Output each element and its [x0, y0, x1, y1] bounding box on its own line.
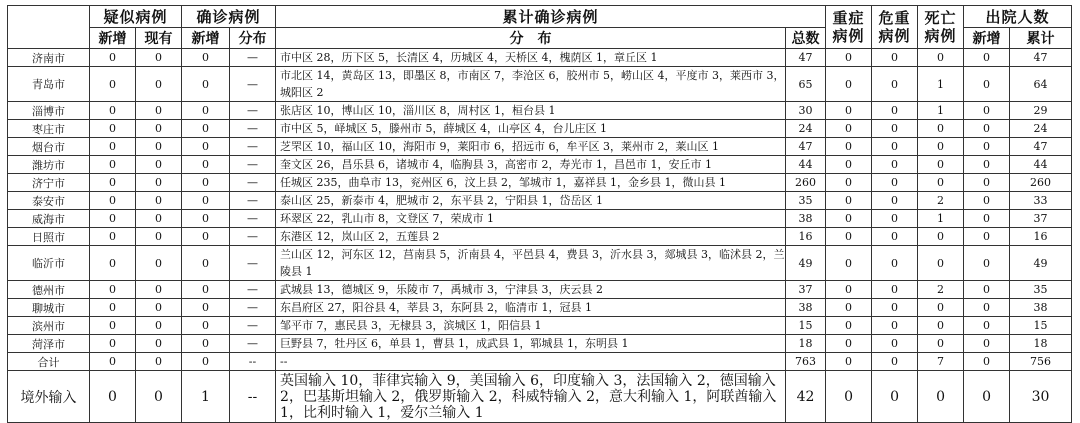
- cell-city: 烟台市: [8, 138, 90, 156]
- cell-dist: 市中区 5，峄城区 5，滕州市 5，薛城区 4，山亭区 4，台儿庄区 1: [276, 120, 786, 138]
- cell-c-new: 0: [182, 299, 230, 317]
- cell-city: 德州市: [8, 281, 90, 299]
- cell-d-cum: 35: [1010, 281, 1072, 299]
- subheader-suspected-current: 现有: [136, 28, 182, 49]
- cell-c-new: 1: [182, 371, 230, 423]
- cell-death: 0: [918, 299, 964, 317]
- cell-city: 临沂市: [8, 246, 90, 281]
- cell-dist: 武城县 13，德城区 9，乐陵市 7，禹城市 3，宁津县 3，庆云县 2: [276, 281, 786, 299]
- cell-city: 滨州市: [8, 317, 90, 335]
- cell-c-new: 0: [182, 102, 230, 120]
- cell-c-dist: —: [230, 138, 276, 156]
- cell-dist: 市中区 28，历下区 5，长清区 4，历城区 4，天桥区 4，槐荫区 1，章丘区 1: [276, 49, 786, 67]
- cell-critical: 0: [872, 49, 918, 67]
- subheader-confirmed-distribution: 分布: [230, 28, 276, 49]
- cell-city: 境外输入: [8, 371, 90, 423]
- cell-death: 0: [918, 138, 964, 156]
- cell-dist: 兰山区 12，河东区 12，莒南县 5，沂南县 4，平邑县 4，费县 3，沂水县 3，郯城县 3，临沭县 2，兰陵县 1: [276, 246, 786, 281]
- cell-severe: 0: [826, 371, 872, 423]
- cell-d-cum: 18: [1010, 335, 1072, 353]
- header-confirmed: 确诊病例: [182, 6, 276, 28]
- cell-city: 济宁市: [8, 174, 90, 192]
- cell-city: 合计: [8, 353, 90, 371]
- cell-city: 青岛市: [8, 67, 90, 102]
- cell-total: 47: [786, 49, 826, 67]
- cell-death: 0: [918, 174, 964, 192]
- cell-dist: 泰山区 25，新泰市 4，肥城市 2，东平县 2，宁阳县 1，岱岳区 1: [276, 192, 786, 210]
- cell-city: 潍坊市: [8, 156, 90, 174]
- subheader-total: 总数: [786, 28, 826, 49]
- cell-critical: 0: [872, 192, 918, 210]
- cell-dist: 英国输入 10，菲律宾输入 9，美国输入 6，印度输入 3，法国输入 2，德国输入 2，巴基斯坦输入 2，俄罗斯输入 2，科威特输入 2，意大利输入 1，阿联酋输入 1，比利时输入 1，爱尔兰输入 1: [276, 371, 786, 423]
- corner-cell: [8, 6, 90, 49]
- cell-s-cur: 0: [136, 246, 182, 281]
- cell-c-dist: —: [230, 120, 276, 138]
- cell-city: 日照市: [8, 228, 90, 246]
- cell-c-dist: --: [230, 371, 276, 423]
- cell-d-cum: 24: [1010, 120, 1072, 138]
- cell-dist: 东港区 12，岚山区 2，五莲县 2: [276, 228, 786, 246]
- cell-severe: 0: [826, 120, 872, 138]
- cell-c-dist: —: [230, 156, 276, 174]
- cell-severe: 0: [826, 335, 872, 353]
- cell-dist: 奎文区 26，昌乐县 6，诸城市 4，临朐县 3，高密市 2，寿光市 1，昌邑市 1，安丘市 1: [276, 156, 786, 174]
- cell-total: 49: [786, 246, 826, 281]
- cell-s-cur: 0: [136, 371, 182, 423]
- cell-total: 38: [786, 210, 826, 228]
- cell-critical: 0: [872, 102, 918, 120]
- cell-d-new: 0: [964, 174, 1010, 192]
- cell-total: 16: [786, 228, 826, 246]
- cell-s-new: 0: [90, 102, 136, 120]
- cell-c-dist: —: [230, 317, 276, 335]
- cell-severe: 0: [826, 246, 872, 281]
- table-row: [8, 228, 1072, 246]
- table-row: [8, 192, 1072, 210]
- cell-d-cum: 30: [1010, 371, 1072, 423]
- cell-critical: 0: [872, 299, 918, 317]
- subheader-cumulative-distribution: 分 布: [276, 28, 786, 49]
- header-severe: 重症病例: [826, 6, 872, 49]
- cell-c-dist: —: [230, 174, 276, 192]
- cell-death: 1: [918, 210, 964, 228]
- cell-death: 2: [918, 281, 964, 299]
- header-death: 死亡病例: [918, 6, 964, 49]
- cell-s-cur: 0: [136, 281, 182, 299]
- cell-c-new: 0: [182, 317, 230, 335]
- cell-city: 济南市: [8, 49, 90, 67]
- cell-s-cur: 0: [136, 138, 182, 156]
- cell-c-dist: —: [230, 67, 276, 102]
- cell-dist: 东昌府区 27，阳谷县 4，莘县 3，东阿县 2，临清市 1，冠县 1: [276, 299, 786, 317]
- cell-s-new: 0: [90, 299, 136, 317]
- cell-d-new: 0: [964, 317, 1010, 335]
- cell-total: 30: [786, 102, 826, 120]
- header-suspected: 疑似病例: [90, 6, 182, 28]
- cell-d-new: 0: [964, 281, 1010, 299]
- cell-critical: 0: [872, 246, 918, 281]
- header-critical: 危重病例: [872, 6, 918, 49]
- cell-critical: 0: [872, 174, 918, 192]
- cell-c-new: 0: [182, 67, 230, 102]
- cell-severe: 0: [826, 299, 872, 317]
- cell-severe: 0: [826, 192, 872, 210]
- cell-s-new: 0: [90, 228, 136, 246]
- cell-total: 35: [786, 192, 826, 210]
- cell-s-new: 0: [90, 281, 136, 299]
- cell-dist: 张店区 10，博山区 10，淄川区 8，周村区 1，桓台县 1: [276, 102, 786, 120]
- table-row: [8, 138, 1072, 156]
- cell-city: 菏泽市: [8, 335, 90, 353]
- cell-s-new: 0: [90, 67, 136, 102]
- cell-d-cum: 49: [1010, 246, 1072, 281]
- cell-d-new: 0: [964, 49, 1010, 67]
- cell-critical: 0: [872, 120, 918, 138]
- cell-dist: 任城区 235，曲阜市 13，兖州区 6，汶上县 2，邹城市 1，嘉祥县 1，金乡县 1，微山县 1: [276, 174, 786, 192]
- cell-s-cur: 0: [136, 49, 182, 67]
- covid-stats-table: [7, 5, 1072, 423]
- cell-s-cur: 0: [136, 156, 182, 174]
- cell-s-cur: 0: [136, 192, 182, 210]
- cell-c-dist: —: [230, 299, 276, 317]
- cell-s-cur: 0: [136, 67, 182, 102]
- cell-death: 0: [918, 49, 964, 67]
- cell-death: 0: [918, 371, 964, 423]
- cell-c-dist: —: [230, 335, 276, 353]
- cell-d-cum: 260: [1010, 174, 1072, 192]
- cell-total: 37: [786, 281, 826, 299]
- table-row: [8, 67, 1072, 102]
- cell-total: 24: [786, 120, 826, 138]
- cell-d-cum: 16: [1010, 228, 1072, 246]
- cell-c-new: 0: [182, 138, 230, 156]
- cell-total: 260: [786, 174, 826, 192]
- cell-c-new: 0: [182, 281, 230, 299]
- cell-s-cur: 0: [136, 228, 182, 246]
- cell-d-cum: 37: [1010, 210, 1072, 228]
- cell-s-new: 0: [90, 335, 136, 353]
- cell-critical: 0: [872, 281, 918, 299]
- cell-d-new: 0: [964, 156, 1010, 174]
- cell-c-dist: —: [230, 192, 276, 210]
- cell-total: 42: [786, 371, 826, 423]
- cell-city: 威海市: [8, 210, 90, 228]
- header-cumulative: 累计确诊病例: [276, 6, 826, 28]
- cell-severe: 0: [826, 102, 872, 120]
- cell-death: 0: [918, 228, 964, 246]
- table-row: [8, 281, 1072, 299]
- cell-death: 0: [918, 335, 964, 353]
- cell-d-cum: 15: [1010, 317, 1072, 335]
- cell-death: 2: [918, 192, 964, 210]
- cell-dist: --: [276, 353, 786, 371]
- cell-severe: 0: [826, 67, 872, 102]
- cell-dist: 市北区 14，黄岛区 13，即墨区 8，市南区 7，李沧区 6，胶州市 5，崂山区 4，平度市 3，莱西市 3，城阳区 2: [276, 67, 786, 102]
- cell-dist: 芝罘区 10，福山区 10，海阳市 9，莱阳市 6，招远市 6，牟平区 3，莱州市 2，莱山区 1: [276, 138, 786, 156]
- cell-c-new: 0: [182, 335, 230, 353]
- cell-death: 7: [918, 353, 964, 371]
- cell-d-new: 0: [964, 353, 1010, 371]
- cell-severe: 0: [826, 174, 872, 192]
- subheader-suspected-new: 新增: [90, 28, 136, 49]
- cell-d-new: 0: [964, 228, 1010, 246]
- cell-d-cum: 44: [1010, 156, 1072, 174]
- table-body: [8, 49, 1072, 423]
- cell-critical: 0: [872, 317, 918, 335]
- cell-critical: 0: [872, 335, 918, 353]
- cell-s-cur: 0: [136, 335, 182, 353]
- cell-s-new: 0: [90, 246, 136, 281]
- cell-s-new: 0: [90, 371, 136, 423]
- cell-dist: 巨野县 7，牡丹区 6，单县 1，曹县 1，成武县 1，郓城县 1，东明县 1: [276, 335, 786, 353]
- cell-critical: 0: [872, 228, 918, 246]
- cell-d-cum: 38: [1010, 299, 1072, 317]
- cell-city: 泰安市: [8, 192, 90, 210]
- subheader-discharged-cumulative: 累计: [1010, 28, 1072, 49]
- cell-critical: 0: [872, 210, 918, 228]
- cell-s-cur: 0: [136, 299, 182, 317]
- cell-s-cur: 0: [136, 174, 182, 192]
- cell-severe: 0: [826, 156, 872, 174]
- cell-severe: 0: [826, 281, 872, 299]
- subheader-discharged-new: 新增: [964, 28, 1010, 49]
- cell-s-cur: 0: [136, 102, 182, 120]
- table-row: [8, 246, 1072, 281]
- cell-c-dist: —: [230, 102, 276, 120]
- cell-d-new: 0: [964, 192, 1010, 210]
- table-row: [8, 174, 1072, 192]
- cell-c-new: 0: [182, 210, 230, 228]
- cell-d-new: 0: [964, 246, 1010, 281]
- table-row: [8, 156, 1072, 174]
- cell-d-new: 0: [964, 138, 1010, 156]
- header-discharged: 出院人数: [964, 6, 1072, 28]
- cell-c-dist: —: [230, 281, 276, 299]
- cell-severe: 0: [826, 49, 872, 67]
- cell-d-cum: 64: [1010, 67, 1072, 102]
- cell-critical: 0: [872, 156, 918, 174]
- cell-d-cum: 47: [1010, 138, 1072, 156]
- cell-c-dist: —: [230, 210, 276, 228]
- cell-c-new: 0: [182, 156, 230, 174]
- cell-c-dist: —: [230, 49, 276, 67]
- cell-s-new: 0: [90, 192, 136, 210]
- cell-s-cur: 0: [136, 210, 182, 228]
- covid-stats-table-wrapper: [7, 5, 1072, 423]
- cell-severe: 0: [826, 138, 872, 156]
- cell-c-new: 0: [182, 246, 230, 281]
- cell-s-cur: 0: [136, 120, 182, 138]
- cell-city: 枣庄市: [8, 120, 90, 138]
- cell-severe: 0: [826, 317, 872, 335]
- cell-s-cur: 0: [136, 317, 182, 335]
- cell-total: 44: [786, 156, 826, 174]
- cell-severe: 0: [826, 353, 872, 371]
- cell-d-new: 0: [964, 299, 1010, 317]
- cell-c-dist: --: [230, 353, 276, 371]
- cell-total: 763: [786, 353, 826, 371]
- cell-death: 0: [918, 120, 964, 138]
- cell-s-new: 0: [90, 49, 136, 67]
- table-row: [8, 299, 1072, 317]
- cell-d-new: 0: [964, 102, 1010, 120]
- table-row: [8, 49, 1072, 67]
- cell-severe: 0: [826, 210, 872, 228]
- cell-c-new: 0: [182, 49, 230, 67]
- cell-d-cum: 29: [1010, 102, 1072, 120]
- cell-total: 47: [786, 138, 826, 156]
- cell-death: 0: [918, 246, 964, 281]
- cell-total: 18: [786, 335, 826, 353]
- cell-c-new: 0: [182, 353, 230, 371]
- cell-c-new: 0: [182, 228, 230, 246]
- cell-s-new: 0: [90, 138, 136, 156]
- cell-d-new: 0: [964, 371, 1010, 423]
- table-row: [8, 102, 1072, 120]
- subheader-confirmed-new: 新增: [182, 28, 230, 49]
- cell-city: 淄博市: [8, 102, 90, 120]
- cell-dist: 邹平市 7，惠民县 3，无棣县 3，滨城区 1，阳信县 1: [276, 317, 786, 335]
- cell-critical: 0: [872, 67, 918, 102]
- table-row: [8, 317, 1072, 335]
- cell-death: 1: [918, 67, 964, 102]
- cell-total: 65: [786, 67, 826, 102]
- cell-s-new: 0: [90, 174, 136, 192]
- cell-s-new: 0: [90, 120, 136, 138]
- cell-d-new: 0: [964, 335, 1010, 353]
- cell-critical: 0: [872, 138, 918, 156]
- cell-critical: 0: [872, 371, 918, 423]
- total-row: [8, 353, 1072, 371]
- cell-s-new: 0: [90, 210, 136, 228]
- cell-c-dist: —: [230, 228, 276, 246]
- cell-critical: 0: [872, 353, 918, 371]
- cell-dist: 环翠区 22，乳山市 8，文登区 7，荣成市 1: [276, 210, 786, 228]
- cell-city: 聊城市: [8, 299, 90, 317]
- cell-death: 0: [918, 317, 964, 335]
- cell-d-new: 0: [964, 210, 1010, 228]
- cell-d-new: 0: [964, 120, 1010, 138]
- cell-c-new: 0: [182, 120, 230, 138]
- cell-s-new: 0: [90, 156, 136, 174]
- cell-d-cum: 47: [1010, 49, 1072, 67]
- cell-total: 15: [786, 317, 826, 335]
- cell-death: 0: [918, 156, 964, 174]
- cell-severe: 0: [826, 228, 872, 246]
- cell-c-new: 0: [182, 174, 230, 192]
- cell-d-cum: 756: [1010, 353, 1072, 371]
- cell-d-new: 0: [964, 67, 1010, 102]
- cell-c-new: 0: [182, 192, 230, 210]
- cell-s-cur: 0: [136, 353, 182, 371]
- table-row: [8, 210, 1072, 228]
- table-row: [8, 120, 1072, 138]
- cell-s-new: 0: [90, 317, 136, 335]
- cell-total: 38: [786, 299, 826, 317]
- table-row: [8, 335, 1072, 353]
- cell-s-new: 0: [90, 353, 136, 371]
- cell-death: 1: [918, 102, 964, 120]
- cell-c-dist: —: [230, 246, 276, 281]
- cell-d-cum: 33: [1010, 192, 1072, 210]
